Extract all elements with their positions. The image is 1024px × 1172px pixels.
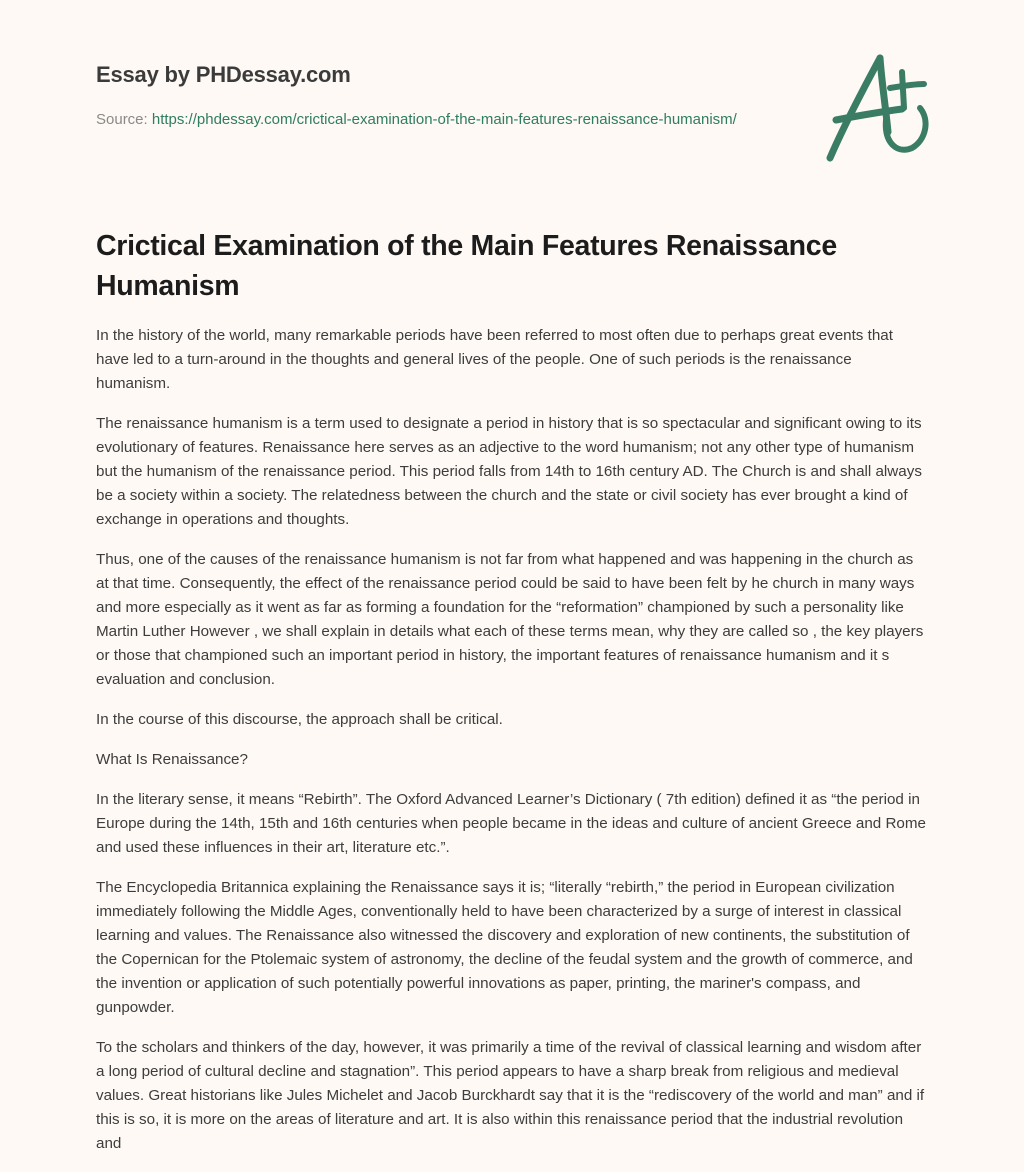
- a-plus-grade-icon: [822, 40, 932, 170]
- section-heading: What Is Renaissance?: [96, 751, 248, 768]
- paragraph: Thus, one of the causes of the renaissance humanism is not far from what happened and was happening in the church as at that time. Consequently, the effect of the renaissance period could be said to have been felt by he church in many ways and more especially as it went as far as forming a foundation for the “reformation” championed by such a personality like Martin Luther However , we shall explain in details what each of these terms mean, why they are called so , the key players or those that championed such an important period in history, the important features of renaissance humanism and it s evaluation and conclusion.: [96, 551, 924, 688]
- source-line: [96, 108, 776, 132]
- paragraph: In the history of the world, many remarkable periods have been referred to most often due to perhaps great events that have led to a turn-around in the thoughts and general lives of the people. One of such periods is the renaissance humanism.: [96, 327, 893, 392]
- paragraph: In the course of this discourse, the approach shall be critical.: [96, 711, 503, 728]
- paragraph: The renaissance humanism is a term used to designate a period in history that is so spectacular and significant owing to its evolutionary of features. Renaissance here serves as an adjective to the word humanism; not any other type of humanism but the humanism of the renaissance period. This period falls from 14th to 16th century AD. The Church is and shall always be a society within a society. The relatedness between the church and the state or civil society has ever brought a kind of exchange in operations and thoughts.: [96, 415, 922, 528]
- article-body: [96, 324, 928, 1172]
- site-brand: Essay by PHDessay.com: [96, 62, 351, 87]
- source-link[interactable]: https://phdessay.com/crictical-examination-of-the-main-features-renaissance-humanism/: [151, 111, 737, 128]
- page-header: [96, 62, 776, 132]
- paragraph: To the scholars and thinkers of the day, however, it was primarily a time of the revival of classical learning and wisdom after a long period of cultural decline and stagnation”. This period appears to have a sharp break from religious and medieval values. Great historians like Jules Michelet and Jacob Burckhardt say that it is the “rediscovery of the world and man” and if this is so, it is more on the areas of literature and art. It is also within this renaissance period that the industrial revolution and: [96, 1039, 925, 1152]
- article-title: Crictical Examination of the Main Features Renaissance Humanism: [96, 230, 837, 302]
- paragraph: In the literary sense, it means “Rebirth”. The Oxford Advanced Learner’s Dictionary ( 7th edition) defined it as “the period in Europe during the 14th, 15th and 16th centuries when people became in the ideas and culture of ancient Greece and Rome and used these influences in their art, literature etc.”.: [96, 791, 926, 856]
- paragraph: The Encyclopedia Britannica explaining the Renaissance says it is; “literally “rebirth,” the period in European civilization immediately following the Middle Ages, conventionally held to have been characterized by a surge of interest in classical learning and values. The Renaissance also witnessed the discovery and exploration of new continents, the substitution of the Copernican for the Ptolemaic system of astronomy, the decline of the feudal system and the growth of commerce, and the invention or application of such potentially powerful innovations as paper, printing, the mariner's compass, and gunpowder.: [96, 879, 913, 1016]
- source-label: Source:: [96, 111, 152, 128]
